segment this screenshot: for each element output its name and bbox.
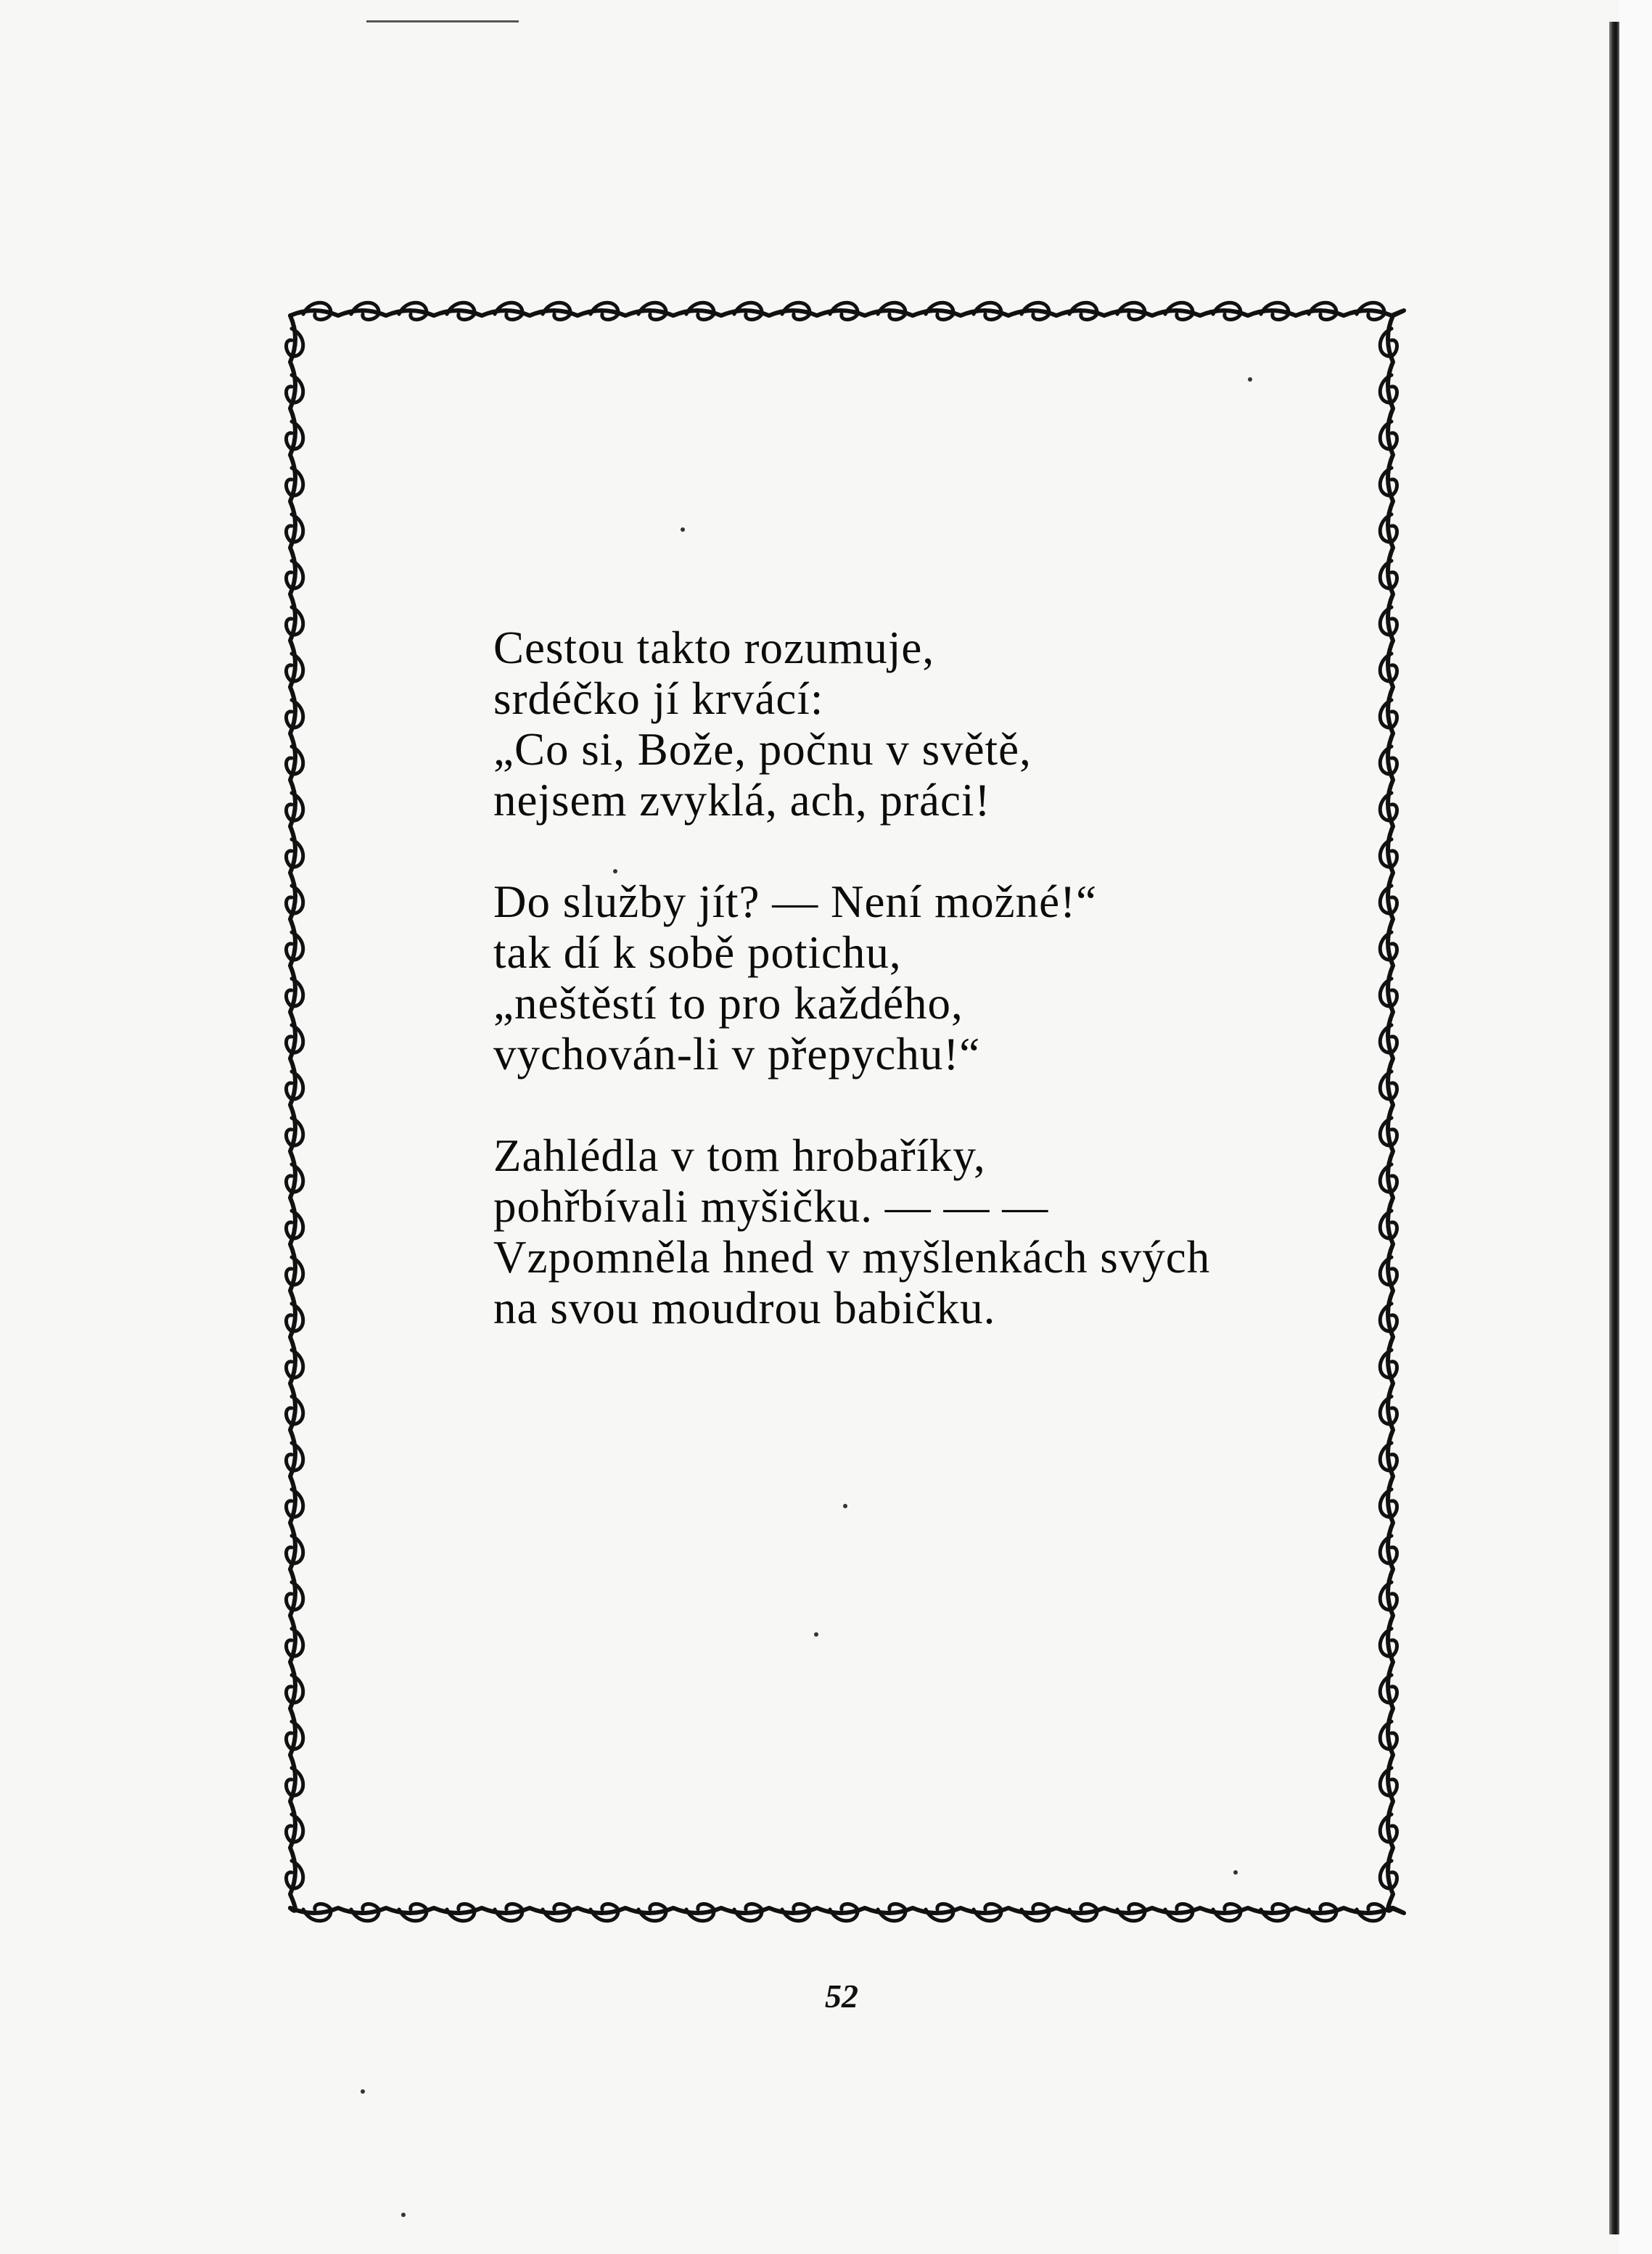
vine-stem <box>1388 316 1393 1911</box>
poem-line: srdéčko jí krvácí: <box>493 673 824 724</box>
ink-speck <box>814 1632 818 1637</box>
poem-line: na svou moudrou babičku. <box>493 1283 996 1333</box>
poem-line: pohřbívali myšičku. — — — <box>493 1181 1049 1232</box>
poem-line: nejsem zvyklá, ach, práci! <box>493 775 991 826</box>
ink-speck <box>681 527 685 532</box>
poem-line: vychován-li v přepychu!“ <box>493 1029 981 1079</box>
ink-speck <box>843 1504 847 1508</box>
poem-line: tak dí k sobě potichu, <box>493 927 902 978</box>
ink-speck <box>613 869 617 873</box>
poem-line: Zahlédla v tom hrobaříky, <box>493 1130 986 1181</box>
poem-line: Cestou takto rozumuje, <box>493 622 935 673</box>
poem-line: „Co si, Bože, počnu v světě, <box>493 724 1032 775</box>
ink-speck <box>361 2089 365 2094</box>
scan-mark <box>366 20 519 22</box>
ink-speck <box>1248 377 1252 382</box>
poem-line: Vzpomněla hned v myšlenkách svých <box>493 1232 1211 1283</box>
poem-text <box>493 622 1335 1384</box>
poem-line: „neštěstí to pro každého, <box>493 978 963 1029</box>
ink-speck <box>1233 1870 1238 1875</box>
stanza-2 <box>493 876 1335 1079</box>
page-margin <box>1619 0 1652 2254</box>
stanza-1 <box>493 622 1335 826</box>
vine-stem <box>290 316 295 1911</box>
poem-line: Do služby jít? — Není možné!“ <box>493 876 1098 927</box>
page-edge-shadow <box>1609 22 1619 2234</box>
ink-speck <box>401 2213 406 2217</box>
stanza-3 <box>493 1130 1335 1333</box>
page-number: 52 <box>825 1978 858 2015</box>
